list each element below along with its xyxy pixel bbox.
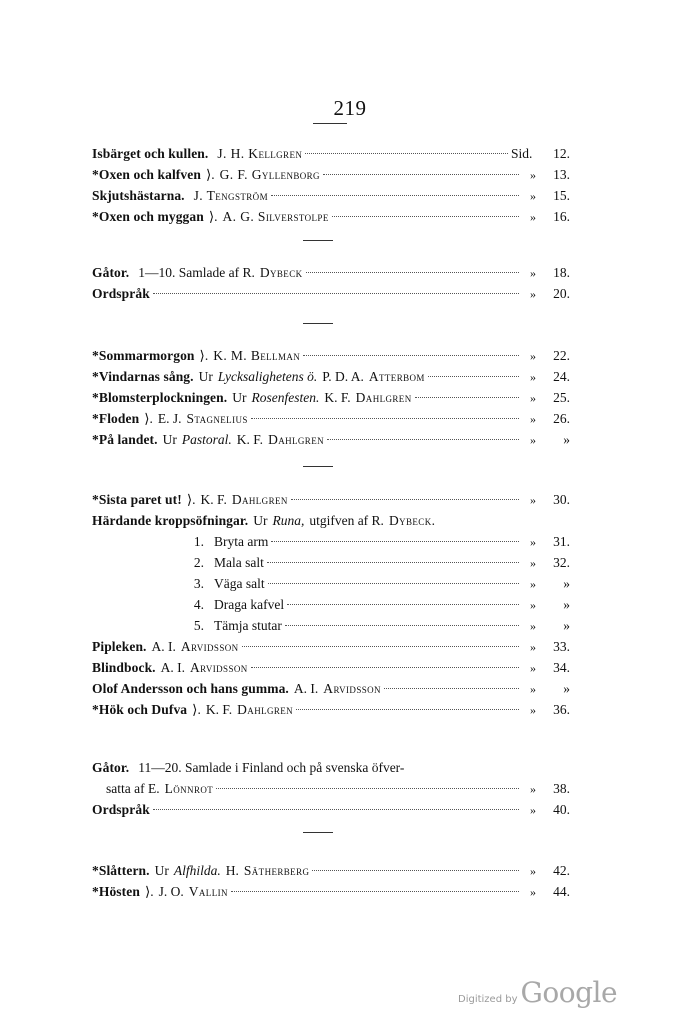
entry-source: Rosenfesten. <box>251 390 320 405</box>
entry-author: Lönnrot <box>164 781 214 796</box>
entry-pre: Ur <box>253 513 268 528</box>
sub-entry-number: 2. <box>193 555 204 570</box>
entry-page: 30. <box>553 492 570 507</box>
entry-source: Runa, <box>272 513 305 528</box>
dot-leader <box>332 215 519 217</box>
entry-pre: Ur <box>232 390 247 405</box>
footnote-mark: ⟩. <box>208 209 218 224</box>
entry-author: Arvidsson <box>180 639 239 654</box>
entry-page: 42. <box>553 863 570 878</box>
entry-page: 24. <box>553 369 570 384</box>
ditto-mark: » <box>530 391 536 405</box>
sub-entry-number: 3. <box>193 576 204 591</box>
entry-pre: Ur <box>162 432 177 447</box>
dot-leader <box>153 808 519 810</box>
entry-title: *Oxen och myggan <box>92 209 204 224</box>
dot-leader <box>428 375 519 377</box>
toc-entry <box>92 429 570 450</box>
dot-leader <box>271 540 519 542</box>
ditto-mark: » <box>530 370 536 384</box>
toc-section-3 <box>92 345 570 450</box>
digitized-watermark <box>458 976 617 1009</box>
dot-leader <box>287 603 519 605</box>
author-initials: A. I. <box>151 639 176 654</box>
dot-leader <box>312 869 519 871</box>
toc-entry <box>92 510 570 531</box>
section-divider <box>303 323 333 324</box>
footnote-mark: ⟩. <box>144 411 153 426</box>
entry-author: Vallin <box>188 884 228 899</box>
dot-leader <box>296 708 519 710</box>
google-logo: Google <box>520 976 618 1009</box>
entry-title: *På landet. <box>92 432 158 447</box>
entry-page: 20. <box>553 286 570 301</box>
entry-page: » <box>563 432 570 447</box>
dot-leader <box>384 687 519 689</box>
ditto-mark: » <box>530 210 536 224</box>
sub-entry <box>92 531 570 552</box>
author-initials: P. D. A. <box>322 369 364 384</box>
entry-page: » <box>563 597 570 612</box>
dot-leader <box>216 787 519 789</box>
page-number: 219 <box>333 96 367 120</box>
entry-page: 31. <box>553 534 570 549</box>
author-initials: K. F. <box>200 492 227 507</box>
page-number-rule <box>313 123 347 124</box>
entry-page: 13. <box>553 167 570 182</box>
entry-author: J. H. Kellgren <box>217 146 303 161</box>
ditto-mark: » <box>530 682 536 696</box>
ditto-mark: » <box>530 864 536 878</box>
entry-author: Dahlgren <box>355 390 412 405</box>
author-initials: K. F. <box>205 702 233 717</box>
entry-author: J. Tengström <box>193 188 268 203</box>
entry-author: Atterbom <box>368 369 425 384</box>
dot-leader <box>306 271 520 273</box>
dot-leader <box>305 152 508 154</box>
entry-title: *Blomsterplockningen. <box>92 390 228 405</box>
entry-author: Dahlgren <box>231 492 288 507</box>
toc-entry <box>92 345 570 366</box>
entry-page: » <box>563 618 570 633</box>
sub-entry-label: Tämja stutar <box>214 618 282 633</box>
ditto-mark: » <box>530 412 536 426</box>
entry-title: *Sista paret ut! <box>92 492 182 507</box>
entry-author: A. G. Silverstolpe <box>222 209 329 224</box>
toc-entry <box>92 366 570 387</box>
entry-title: Blindbock. <box>92 660 156 675</box>
author-initials: K. F. <box>324 390 351 405</box>
entry-page: » <box>563 576 570 591</box>
toc-entry <box>92 283 570 304</box>
footnote-mark: ⟩. <box>199 348 209 363</box>
entry-author: Dybeck <box>259 265 303 280</box>
entry-source: Pastoral. <box>181 432 232 447</box>
dot-leader <box>231 890 519 892</box>
toc-entry <box>92 164 570 185</box>
sub-entry-number: 5. <box>193 618 204 633</box>
dot-leader <box>153 292 519 294</box>
entry-title: *Sommarmorgon <box>92 348 195 363</box>
ditto-mark: » <box>530 640 536 654</box>
toc-entry <box>92 699 570 720</box>
sub-entry <box>92 573 570 594</box>
sub-entry <box>92 615 570 636</box>
toc-entry <box>92 206 570 227</box>
author-initials: E. J. <box>157 411 182 426</box>
dot-leader <box>242 645 519 647</box>
dot-leader <box>323 173 519 175</box>
dot-leader <box>267 561 519 563</box>
entry-author: Sätherberg <box>243 863 310 878</box>
entry-author: Arvidsson <box>190 660 248 675</box>
entry-title: Gåtor. <box>92 760 130 775</box>
entry-page: 22. <box>553 348 570 363</box>
entry-page: 36. <box>553 702 570 717</box>
entry-title: Pipleken. <box>92 639 147 654</box>
entry-page: 34. <box>553 660 570 675</box>
toc-section-6 <box>92 860 570 902</box>
entry-author: Dahlgren <box>237 702 294 717</box>
entry-author: Dahlgren <box>268 432 325 447</box>
toc-section-2 <box>92 262 570 304</box>
footnote-mark: ⟩. <box>192 702 201 717</box>
ditto-mark: » <box>530 619 536 633</box>
sub-entry-label: Mala salt <box>214 555 264 570</box>
author-initials: H. <box>225 863 239 878</box>
author-initials: J. O. <box>158 884 184 899</box>
entry-extra: 1—10. Samlade af R. <box>138 265 255 280</box>
toc-entry <box>92 799 570 820</box>
entry-title: Gåtor. <box>92 265 130 280</box>
entry-page: 15. <box>553 188 570 203</box>
entry-title: Skjutshästarna. <box>92 188 185 203</box>
author-initials: A. I. <box>293 681 319 696</box>
ditto-mark: » <box>530 287 536 301</box>
entry-pre: Ur <box>154 863 169 878</box>
author-initials: A. I. <box>160 660 186 675</box>
entry-title: Isbärget och kullen. <box>92 146 209 161</box>
entry-pre: Ur <box>198 369 213 384</box>
ditto-mark: » <box>530 703 536 717</box>
toc-entry <box>92 657 570 678</box>
entry-page: 32. <box>553 555 570 570</box>
dot-leader <box>415 396 519 398</box>
dot-leader <box>268 582 519 584</box>
entry-author: Stagnelius <box>186 411 248 426</box>
entry-page: 12. <box>553 146 570 161</box>
toc-entry-continuation <box>92 778 570 799</box>
entry-wrap-text: satta af E. <box>106 781 160 796</box>
sub-entry <box>92 594 570 615</box>
entry-extra: 11—20. Samlade i Finland och på svenska öfver- <box>138 760 405 775</box>
entry-title: *Oxen och kalfven <box>92 167 201 182</box>
entry-page: 38. <box>553 781 570 796</box>
toc-section-5 <box>92 757 570 820</box>
entry-title: Ordspråk <box>92 286 150 301</box>
entry-page: 25. <box>553 390 570 405</box>
section-divider <box>303 240 333 241</box>
ditto-mark: » <box>530 349 536 363</box>
toc-entry <box>92 678 570 699</box>
entry-title: Ordspråk <box>92 802 150 817</box>
toc-section-1 <box>92 143 570 227</box>
toc-entry <box>92 636 570 657</box>
ditto-mark: » <box>530 168 536 182</box>
toc-entry <box>92 881 570 902</box>
dot-leader <box>303 354 519 356</box>
entry-page: 40. <box>553 802 570 817</box>
entry-page: 16. <box>553 209 570 224</box>
entry-page: 26. <box>553 411 570 426</box>
dot-leader <box>285 624 519 626</box>
entry-title: *Floden <box>92 411 140 426</box>
sub-entry <box>92 552 570 573</box>
ditto-mark: » <box>530 266 536 280</box>
entry-source: Lycksalighetens ö. <box>217 369 318 384</box>
digitized-label: Digitized by <box>458 994 518 1005</box>
entry-author: Dybeck. <box>388 513 436 528</box>
ditto-mark: » <box>530 493 536 507</box>
toc-entry <box>92 387 570 408</box>
section-divider <box>303 466 333 467</box>
dot-leader <box>291 498 519 500</box>
ditto-mark: » <box>530 556 536 570</box>
dot-leader <box>251 417 519 419</box>
entry-source: Alfhilda. <box>173 863 221 878</box>
section-divider <box>303 832 333 833</box>
ditto-mark: » <box>530 189 536 203</box>
sub-entry-number: 4. <box>193 597 204 612</box>
ditto-mark: » <box>530 803 536 817</box>
footnote-mark: ⟩. <box>186 492 196 507</box>
sub-entry-label: Bryta arm <box>214 534 269 549</box>
entry-page: 44. <box>553 884 570 899</box>
entry-title: *Hösten <box>92 884 140 899</box>
entry-page: 18. <box>553 265 570 280</box>
entry-title: *Slåttern. <box>92 863 150 878</box>
toc-entry <box>92 262 570 283</box>
entry-author: Arvidsson <box>323 681 381 696</box>
ditto-mark: » <box>530 661 536 675</box>
dot-leader <box>327 438 519 440</box>
entry-author: G. F. Gyllenborg <box>219 167 320 182</box>
ditto-mark: » <box>530 598 536 612</box>
toc-section-4 <box>92 489 570 720</box>
sub-entry-number: 1. <box>193 534 204 549</box>
toc-entry <box>92 860 570 881</box>
entry-title: *Hök och Dufva <box>92 702 188 717</box>
ditto-mark: » <box>530 885 536 899</box>
toc-entry <box>92 757 570 778</box>
entry-page: » <box>563 681 570 696</box>
footnote-mark: ⟩. <box>205 167 215 182</box>
entry-rest: utgifven af R. <box>309 513 384 528</box>
toc-entry <box>92 408 570 429</box>
entry-title: *Vindarnas sång. <box>92 369 194 384</box>
sub-entry-label: Väga salt <box>214 576 265 591</box>
ditto-mark: » <box>530 782 536 796</box>
entry-title: Härdande kroppsöfningar. <box>92 513 249 528</box>
dot-leader <box>251 666 519 668</box>
toc-entry <box>92 143 570 164</box>
ditto-mark: » <box>530 535 536 549</box>
ditto-mark: » <box>530 433 536 447</box>
ditto-mark: » <box>530 577 536 591</box>
sid-label: Sid. <box>511 146 533 161</box>
entry-title: Olof Andersson och hans gumma. <box>92 681 289 696</box>
sub-entry-label: Draga kafvel <box>214 597 285 612</box>
dot-leader <box>271 194 519 196</box>
author-initials: K. F. <box>236 432 264 447</box>
footnote-mark: ⟩. <box>144 884 154 899</box>
entry-author: K. M. Bellman <box>213 348 301 363</box>
toc-entry <box>92 185 570 206</box>
toc-entry <box>92 489 570 510</box>
entry-page: 33. <box>553 639 570 654</box>
